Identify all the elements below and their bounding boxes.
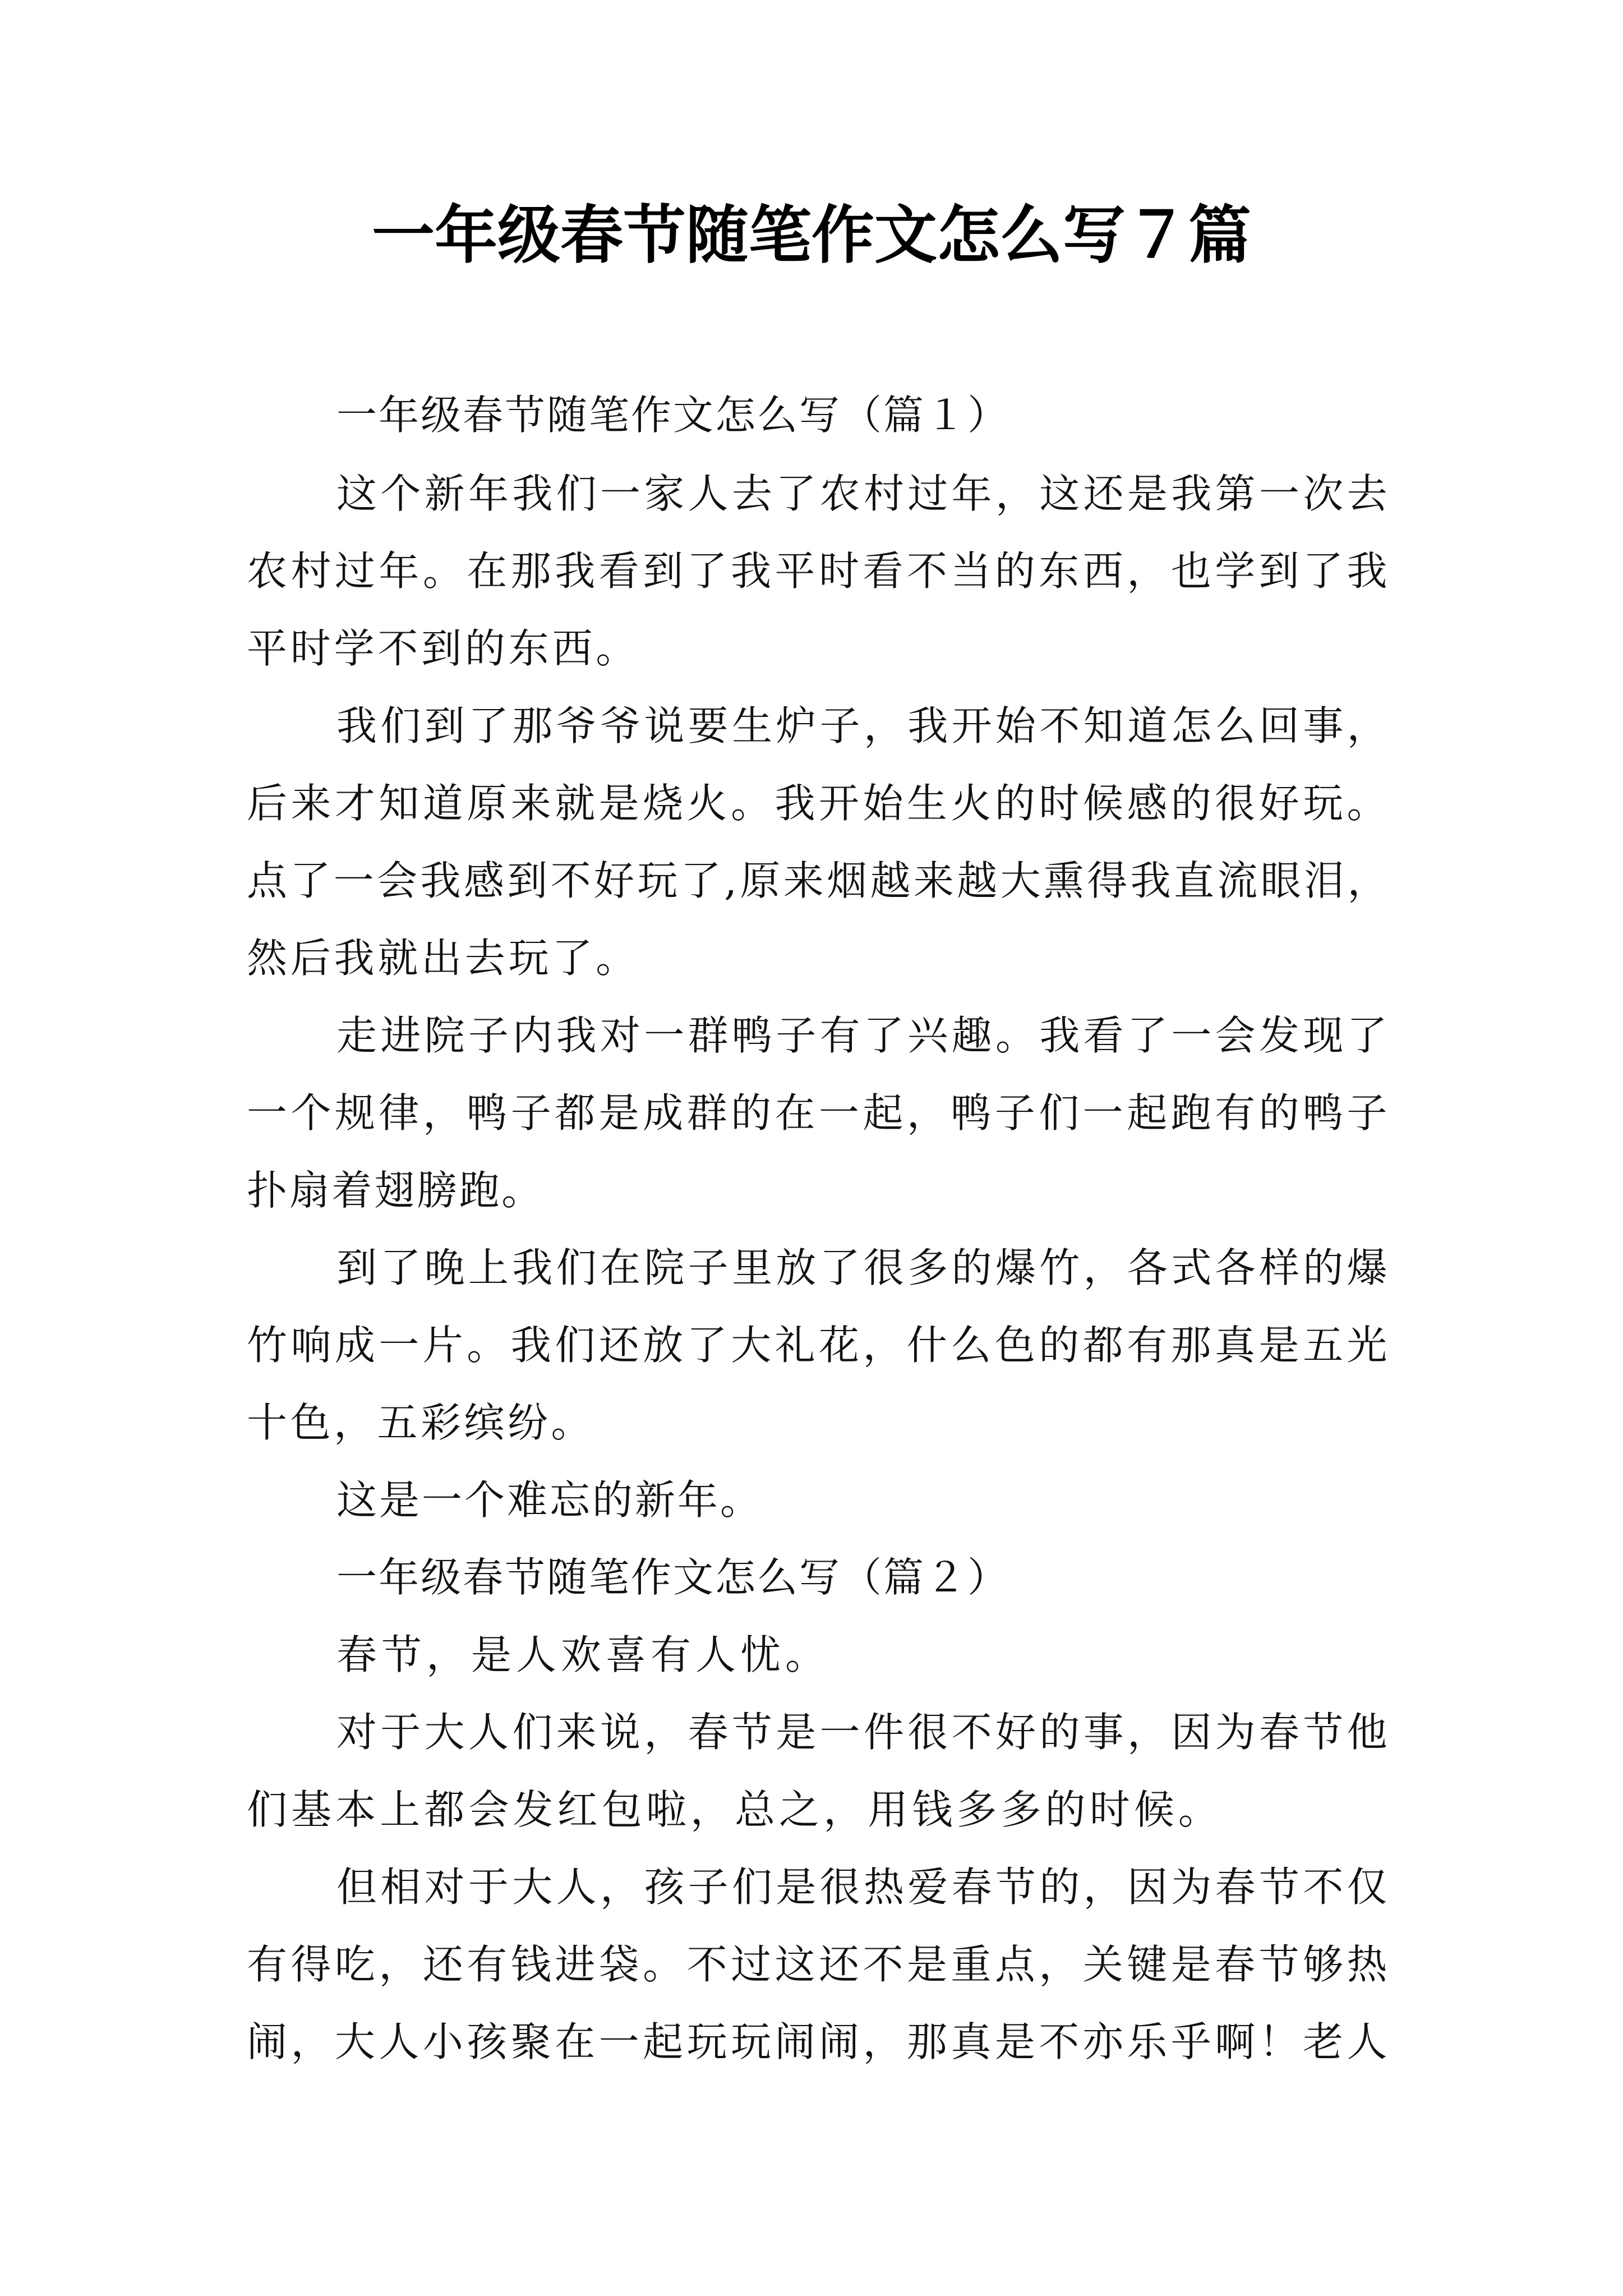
paragraph-line: 竹响成一片。我们还放了大礼花，什么色的都有那真是五光 (247, 1322, 1391, 1369)
paragraph-line: 我们到了那爷爷说要生炉子，我开始不知道怎么回事， (336, 702, 1391, 749)
paragraph-line: 走进院子内我对一群鸭子有了兴趣。我看了一会发现了 (336, 1012, 1391, 1059)
paragraph-line: 一个规律，鸭子都是成群的在一起，鸭子们一起跑有的鸭子 (247, 1089, 1391, 1137)
paragraph-line: 农村过年。在那我看到了我平时看不当的东西，也学到了我 (247, 547, 1391, 595)
paragraph-line: 到了晚上我们在院子里放了很多的爆竹，各式各样的爆 (336, 1244, 1391, 1291)
paragraph-line: 点了一会我感到不好玩了,原来烟越来越大熏得我直流眼泪， (247, 857, 1391, 904)
paragraph-line: 后来才知道原来就是烧火。我开始生火的时候感的很好玩。 (247, 780, 1391, 827)
section-heading: 一年级春节随笔作文怎么写（篇１） (336, 392, 1010, 439)
document-title: 一年级春节随笔作文怎么写７篇 (372, 199, 1251, 272)
paragraph-line: 春节，是人欢喜有人忧。 (336, 1631, 831, 1678)
paragraph-line: 但相对于大人，孩子们是很热爱春节的，因为春节不仅 (336, 1864, 1391, 1911)
paragraph-line: 这个新年我们一家人去了农村过年，这还是我第一次去 (336, 470, 1391, 517)
section-heading: 一年级春节随笔作文怎么写（篇２） (336, 1554, 1010, 1601)
paragraph-line: 们基本上都会发红包啦，总之，用钱多多的时候。 (247, 1786, 1223, 1833)
paragraph-line: 平时学不到的东西。 (247, 625, 640, 672)
paragraph-line: 有得吃，还有钱进袋。不过这还不是重点，关键是春节够热 (247, 1941, 1391, 1988)
paragraph-line: 十色，五彩缤纷。 (247, 1399, 595, 1446)
paragraph-line: 然后我就出去玩了。 (247, 935, 640, 982)
paragraph-line: 扑扇着翅膀跑。 (247, 1167, 545, 1214)
paragraph-line: 这是一个难忘的新年。 (336, 1476, 763, 1524)
paragraph-line: 对于大人们来说，春节是一件很不好的事，因为春节他 (336, 1709, 1391, 1756)
paragraph-line: 闹，大人小孩聚在一起玩玩闹闹，那真是不亦乐乎啊！老人 (247, 2018, 1391, 2065)
